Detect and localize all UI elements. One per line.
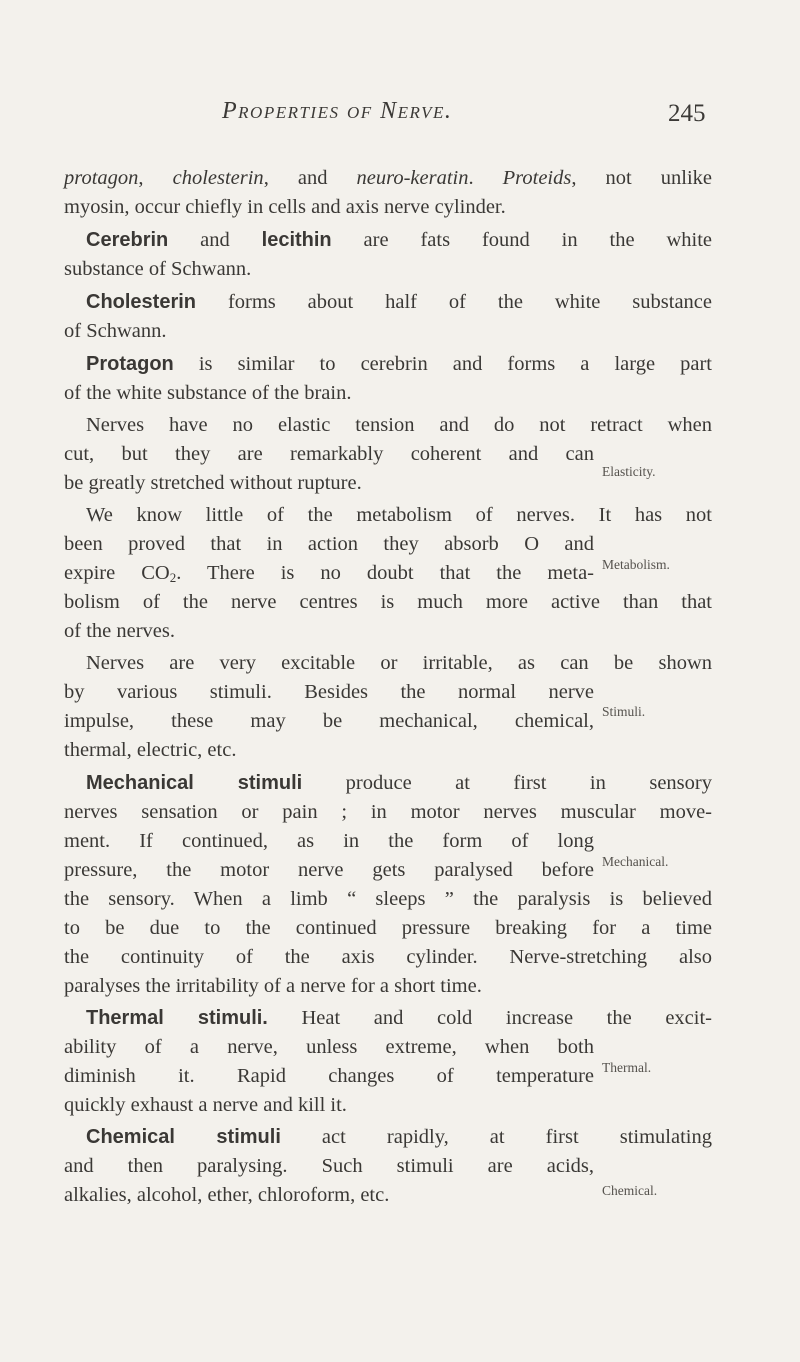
text-line: been proved that in action they absorb O and (64, 533, 594, 555)
margin-note-mechanical: Mechanical. (602, 854, 669, 869)
bold-term: Cerebrin (86, 229, 169, 251)
italic-term: neuro-keratin (356, 167, 469, 189)
text-line: ability of a nerve, unless extreme, when both (64, 1036, 594, 1058)
italic-term: protagon (64, 167, 139, 189)
text-line: Nerves are very excitable or irritable, as can be shown (86, 652, 712, 674)
text-line: Cholesterin forms about half of the white substance (86, 291, 712, 313)
text-line: to be due to the continued pressure breaking for a time (64, 917, 712, 939)
text-line: Nerves have no elastic tension and do not retract when (86, 414, 712, 436)
bold-term: Mechanical stimuli (86, 772, 303, 794)
text-line: impulse, these may be mechanical, chemical, (64, 710, 594, 732)
text-line: of the white substance of the brain. (64, 382, 352, 404)
text-line: pressure, the motor nerve gets paralysed before (64, 859, 594, 881)
italic-term: cholesterin (172, 167, 264, 189)
text-line: expire $CO_2$. There is no doubt that the meta- (64, 562, 595, 585)
page-number: 245 (668, 100, 706, 127)
text-line: diminish it. Rapid changes of temperature (64, 1065, 594, 1087)
text-line: the sensory. When a limb “ sleeps ” the paralysis is believed (64, 888, 712, 910)
text-line: Chemical stimuli act rapidly, at first stimulating (86, 1126, 712, 1148)
text-line: substance of Schwann. (64, 258, 252, 280)
text-line: ment. If continued, as in the form of long (64, 830, 594, 852)
text-line: Mechanical stimuli produce at first in sensory (86, 772, 712, 794)
running-title: Properties of Nerve. (222, 98, 453, 124)
margin-note-stimuli: Stimuli. (602, 704, 646, 719)
text-line: Cerebrin and lecithin are fats found in the white (86, 229, 712, 251)
text-line: Protagon is similar to cerebrin and forms a large part (86, 353, 712, 375)
text-line: of the nerves. (64, 620, 175, 642)
bold-term: Chemical stimuli (86, 1126, 281, 1148)
text-line: be greatly stretched without rupture. (64, 472, 362, 494)
text-line: and then paralysing. Such stimuli are acids, (64, 1155, 594, 1177)
bold-term: Cholesterin (86, 291, 197, 313)
margin-note-elasticity: Elasticity. (602, 464, 656, 479)
text-line: nerves sensation or pain ; in motor nerves muscular move- (64, 801, 712, 823)
margin-note-metabolism: Metabolism. (602, 557, 670, 572)
text-line: paralyses the irritability of a nerve for a short time. (64, 975, 482, 997)
text-line: quickly exhaust a nerve and kill it. (64, 1094, 347, 1116)
text-line: the continuity of the axis cylinder. Nerve-stretching also (64, 946, 712, 968)
bold-term: Protagon (86, 353, 174, 375)
bold-term: lecithin (261, 229, 332, 251)
text-line: protagon, cholesterin, and neuro-keratin. Proteids, not unlike (64, 167, 713, 189)
text-line: by various stimuli. Besides the normal nerve (64, 681, 594, 703)
page-header (0, 98, 800, 138)
text-line: bolism of the nerve centres is much more active than that (64, 591, 712, 613)
text-line: myosin, occur chiefly in cells and axis nerve cylinder. (64, 196, 506, 218)
text-line: cut, but they are remarkably coherent and can (64, 443, 594, 465)
margin-note-chemical: Chemical. (602, 1183, 658, 1198)
margin-note-thermal: Thermal. (602, 1060, 652, 1075)
text-line: of Schwann. (64, 320, 167, 342)
bold-term: Thermal stimuli. (86, 1007, 268, 1029)
text-line: We know little of the metabolism of nerves. It has not (86, 504, 712, 526)
text-line: thermal, electric, etc. (64, 739, 237, 761)
text-line: alkalies, alcohol, ether, chloroform, etc. (64, 1184, 390, 1206)
text-line: Thermal stimuli. Heat and cold increase the excit- (86, 1007, 712, 1029)
italic-term: Proteids (502, 167, 572, 189)
